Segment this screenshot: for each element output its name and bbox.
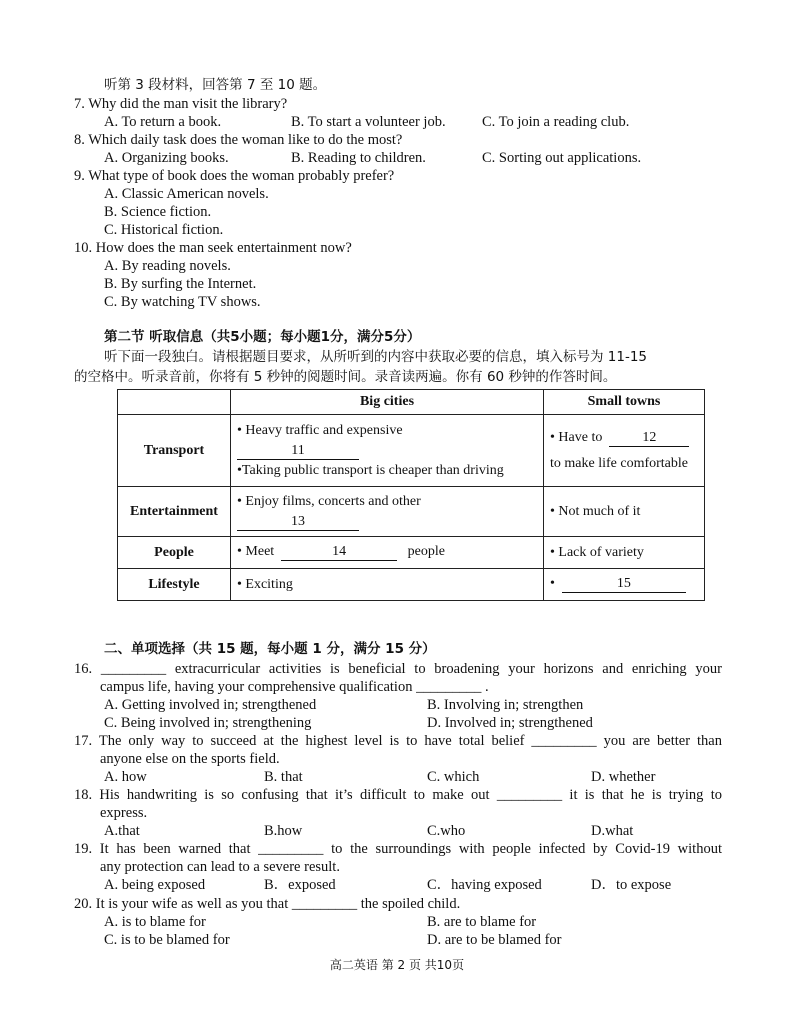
question-18-option-c[interactable]: C.who — [427, 823, 466, 839]
question-7-option-a[interactable]: A. To return a book. — [104, 114, 222, 130]
lifestyle-small-prefix: • — [550, 576, 555, 591]
question-20-line1: 20. It is your wife as well as you that _________ the spoiled child. — [74, 896, 461, 912]
question-10-stem: 10. How does the man seek entertainment now? — [74, 240, 352, 256]
question-18-line2: express. — [100, 805, 148, 821]
question-18-line1: 18. His handwriting is so confusing that it’s difficult to make out _________ it is that he is trying to — [74, 787, 722, 803]
row-label-transport: Transport — [118, 415, 231, 487]
transport-small-prefix: • Have to — [550, 429, 603, 445]
transport-big-line3: •Taking public transport is cheaper than driving — [237, 462, 504, 478]
table-row-transport — [118, 415, 705, 487]
lifestyle-big-cities-cell: • Exciting — [231, 569, 544, 601]
question-9-option-b[interactable]: B. Science fiction. — [104, 204, 212, 220]
section-2-title: 第二节 听取信息（共5小题；每小题1分，满分5分） — [104, 329, 421, 345]
blank-13[interactable]: 13 — [237, 514, 359, 531]
question-17-option-b[interactable]: B. that — [264, 769, 303, 785]
question-18-option-d[interactable]: D.what — [591, 823, 634, 839]
lifestyle-small-towns-cell — [544, 569, 705, 601]
blank-14[interactable]: 14 — [281, 544, 397, 561]
question-8-stem: 8. Which daily task does the woman like to do the most? — [74, 132, 403, 148]
part3-header: 听第 3 段材料，回答第 7 至 10 题。 — [104, 77, 327, 93]
question-9-option-a[interactable]: A. Classic American novels. — [104, 186, 269, 202]
question-19-option-d[interactable]: D．to expose — [591, 877, 672, 893]
table-row-people — [118, 537, 705, 569]
people-big-suffix: people — [407, 544, 445, 559]
blank-15[interactable]: 15 — [562, 576, 686, 593]
question-20-option-d[interactable]: D. are to be blamed for — [427, 932, 562, 948]
question-20-option-b[interactable]: B. are to blame for — [427, 914, 537, 930]
question-19-line1: 19. It has been warned that _________ to the surroundings with people infected by Covid-19 without — [74, 841, 722, 857]
question-7-option-b[interactable]: B. To start a volunteer job. — [291, 114, 446, 130]
row-label-entertainment: Entertainment — [118, 487, 231, 537]
transport-big-cities-cell — [231, 415, 544, 487]
question-18-option-a[interactable]: A.that — [104, 823, 140, 839]
table-header-row — [118, 390, 705, 415]
transport-big-line1: • Heavy traffic and expensive — [237, 422, 403, 438]
question-8-option-b[interactable]: B. Reading to children. — [291, 150, 426, 166]
question-17-option-d[interactable]: D. whether — [591, 769, 656, 785]
question-19-option-b[interactable]: B．exposed — [264, 877, 336, 893]
question-16-option-a[interactable]: A. Getting involved in; strengthened — [104, 697, 317, 713]
people-small-towns-cell: • Lack of variety — [544, 537, 705, 569]
question-17-line1: 17. The only way to succeed at the highest level is to have total belief _________ you are better than — [74, 733, 722, 749]
transport-small-towns-cell — [544, 415, 705, 487]
entertainment-big-line1: • Enjoy films, concerts and other — [237, 493, 421, 509]
question-17-option-c[interactable]: C. which — [427, 769, 480, 785]
table-header-big-cities: Big cities — [231, 390, 544, 415]
question-18-option-b[interactable]: B.how — [264, 823, 303, 839]
table-header-small-towns: Small towns — [544, 390, 705, 415]
question-16-option-d[interactable]: D. Involved in; strengthened — [427, 715, 593, 731]
question-7-stem: 7. Why did the man visit the library? — [74, 96, 288, 112]
section-2-instruction-line1: 听下面一段独白。请根据题目要求，从所听到的内容中获取必要的信息，填入标号为 11-15 — [104, 349, 648, 365]
table-header-corner — [118, 390, 231, 415]
question-17-option-a[interactable]: A. how — [104, 769, 147, 785]
question-9-option-c[interactable]: C. Historical fiction. — [104, 222, 224, 238]
people-big-prefix: • Meet — [237, 544, 275, 559]
entertainment-small-towns-cell: • Not much of it — [544, 487, 705, 537]
transport-small-suffix: to make life comfortable — [550, 455, 688, 471]
table-row-entertainment — [118, 487, 705, 537]
info-table — [117, 389, 705, 601]
row-label-people: People — [118, 537, 231, 569]
question-10-option-b[interactable]: B. By surfing the Internet. — [104, 276, 257, 292]
question-19-option-a[interactable]: A. being exposed — [104, 877, 206, 893]
question-20-option-a[interactable]: A. is to blame for — [104, 914, 206, 930]
question-16-option-c[interactable]: C. Being involved in; strengthening — [104, 715, 312, 731]
question-16-line2: campus life, having your comprehensive qualification _________ . — [100, 679, 489, 695]
blank-11[interactable]: 11 — [237, 443, 359, 460]
row-label-lifestyle: Lifestyle — [118, 569, 231, 601]
question-10-option-c[interactable]: C. By watching TV shows. — [104, 294, 261, 310]
question-8-option-c[interactable]: C. Sorting out applications. — [482, 150, 642, 166]
question-20-option-c[interactable]: C. is to be blamed for — [104, 932, 230, 948]
question-9-stem: 9. What type of book does the woman probably prefer? — [74, 168, 395, 184]
question-16-line1: 16. _________ extracurricular activities is beneficial to broadening your horizons and enriching your — [74, 661, 722, 677]
table-row-lifestyle — [118, 569, 705, 601]
entertainment-big-cities-cell — [231, 487, 544, 537]
people-big-cities-cell — [231, 537, 544, 569]
question-8-option-a[interactable]: A. Organizing books. — [104, 150, 229, 166]
question-19-option-c[interactable]: C．having exposed — [427, 877, 542, 893]
section-2-instruction-line2: 的空格中。听录音前，你将有 5 秒钟的阅题时间。录音读两遍。你有 60 秒钟的作答时间。 — [74, 369, 617, 385]
part-2-title: 二、单项选择（共 15 题，每小题 1 分，满分 15 分） — [104, 641, 436, 657]
question-17-line2: anyone else on the sports field. — [100, 751, 280, 767]
blank-12[interactable]: 12 — [609, 430, 689, 447]
question-7-option-c[interactable]: C. To join a reading club. — [482, 114, 630, 130]
question-19-line2: any protection can lead to a severe result. — [100, 859, 340, 875]
question-10-option-a[interactable]: A. By reading novels. — [104, 258, 231, 274]
page-footer: 高二英语 第 2 页 共10页 — [329, 958, 465, 972]
question-16-option-b[interactable]: B. Involving in; strengthen — [427, 697, 584, 713]
